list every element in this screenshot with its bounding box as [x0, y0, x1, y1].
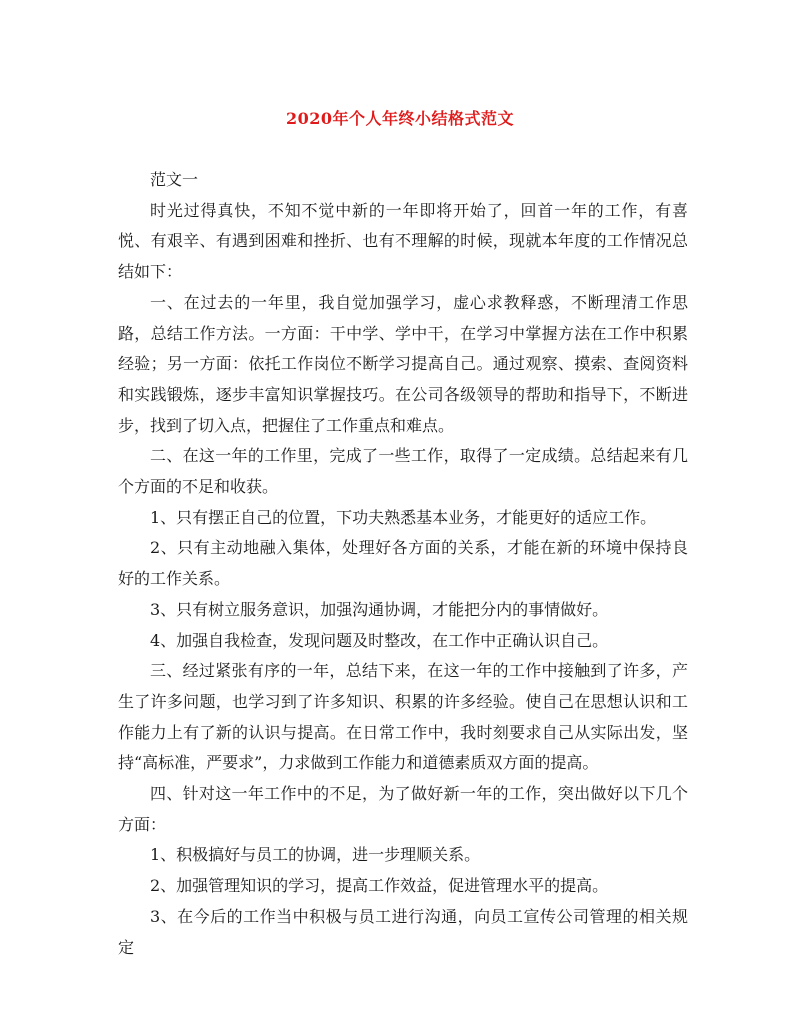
- paragraph-item-3: 3、只有树立服务意识，加强沟通协调，才能把分内的事情做好。: [150, 599, 609, 619]
- paragraph-plan-1: 1、积极搞好与员工的协调，进一步理顺关系。: [150, 845, 481, 865]
- paragraph-item-4: 4、加强自我检查，发现问题及时整改，在工作中正确认识自己。: [150, 630, 609, 650]
- paragraph-section-one: 一、在过去的一年里，我自觉加强学习，虚心求教释惑，不断理清工作思路，总结工作方法。一方面：干中学、学中干，在学习中掌握方法在工作中积累经验；另一方面：依托工作岗位不断学习提高自己。通过观察、摸索、查阅资料和实践锻炼，逐步丰富知识掌握技巧。在公司各级领导的帮助和指导下，不断进步，找到了切入点，把握住了工作重点和难点。: [118, 292, 688, 435]
- paragraph-section-three: 三、经过紧张有序的一年，总结下来，在这一年的工作中接触到了许多，产生了许多问题，也学习到了许多知识、积累的许多经验。使自己在思想认识和工作能力上有了新的认识与提高。在日常工作中，我时刻要求自己从实际出发，坚持“高标准，严要求”，力求做到工作能力和道德素质双方面的提高。: [118, 661, 688, 773]
- paragraph-sample-label: 范文一: [150, 170, 199, 189]
- document-body: [118, 165, 688, 963]
- paragraph-section-four: 四、针对这一年工作中的不足，为了做好新一年的工作，突出做好以下几个方面：: [118, 784, 688, 834]
- paragraph-section-two: 二、在这一年的工作里，完成了一些工作，取得了一定成绩。总结起来有几个方面的不足和收获。: [118, 446, 688, 497]
- paragraph-item-2: 2、只有主动地融入集体，处理好各方面的关系，才能在新的环境中保持良好的工作关系。: [118, 538, 688, 589]
- document-title: 2020年个人年终小结格式范文: [285, 109, 515, 128]
- paragraph-item-1: 1、只有摆正自己的位置，下功夫熟悉基本业务，才能更好的适应工作。: [150, 507, 657, 527]
- paragraph-plan-3: 3、在今后的工作当中积极与员工进行沟通，向员工宣传公司管理的相关规定: [118, 906, 688, 957]
- paragraph-intro: 时光过得真快，不知不觉中新的一年即将开始了，回首一年的工作，有喜悦、有艰辛、有遇到困难和挫折、也有不理解的时候，现就本年度的工作情况总结如下：: [118, 200, 688, 282]
- paragraph-plan-2: 2、加强管理知识的学习，提高工作效益，促进管理水平的提高。: [150, 876, 609, 896]
